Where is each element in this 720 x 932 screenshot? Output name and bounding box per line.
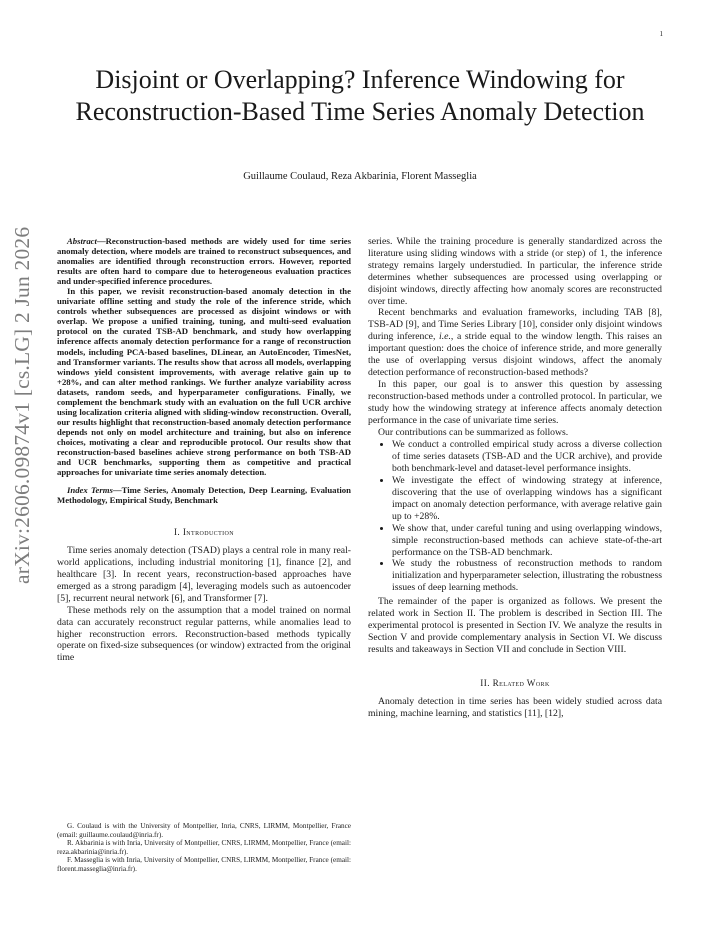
section-heading-related-work [368,678,662,688]
list-item: • We conduct a controlled empirical study across a diverse collection of time series datasets (TSB-AD and the UCR archive), and provide both benchmark-level and dataset-level performance insights. [392,439,662,475]
intro-paragraph-3 [368,307,662,378]
related-paragraph-1: Anomaly detection in time series has been widely studied across data mining, machine learning, and statistics [11], [12], [368,695,662,719]
section-heading-introduction [57,527,351,537]
right-column [368,236,662,720]
footnote: R. Akbarinia is with Inria, University of Montpellier, CNRS, LIRMM, Montpellier, France (email: reza.akbarinia@inria.fr). [57,839,351,856]
paper-authors: Guillaume Coulaud, Reza Akbarinia, Florent Masseglia [243,171,477,182]
abstract [57,236,351,505]
ie-abbrev: i.e. [439,331,451,343]
list-item: • We show that, under careful tuning and using overlapping windows, simple reconstruction-based methods can achieve state-of-the-art performance on the TSB-AD benchmark. [392,523,662,559]
intro-paragraph-3-text: Recent benchmarks and evaluation frameworks, including TAB [8], TSB-AD [9], and Time Series Library [10], consider only disjoint windows during inference, [368,307,662,343]
footnote: F. Masseglia is with Inria, University of Montpellier, CNRS, LIRMM, Montpellier, France (email: florent.masseglia@inria.fr). [57,856,351,873]
index-terms-label: Index Terms [67,485,113,496]
index-terms-text: Time Series, Anomaly Detection, Deep Learning, Evaluation Methodology, Empirical Study, Benchmark [57,485,351,506]
intro-paragraph-2-cont: series. While the training procedure is generally standardized across the literature using sliding windows with a stride (or step) of 1, the inference strategy remains largely understudied. In particular, the inference stride determines whether subsequences are processed using overlapping or disjoint windows, directly affecting how anomaly scores are reconstructed over time. [368,236,662,307]
list-item: • We study the robustness of reconstruction methods to random initialization and hyperparameter selection, illustrating the robustness issues of deep learning methods. [392,558,662,594]
abstract-paragraph-1: Abstract—Reconstruction-based methods are widely used for time series anomaly detection, where models are trained to reconstruct subsequences, and anomalies are identified through reconstruction errors. However, reported results are often hard to compare due to heterogeneous evaluation practices and under-specified inference procedures. [57,236,351,287]
abstract-paragraph-2: In this paper, we revisit reconstruction-based anomaly detection in the univariate offline setting and study the role of the inference stride, which controls whether subsequences are processed as disjoint windows or with overlap. We propose a unified training, tuning, and multi-seed evaluation protocol on the curated TSB-AD benchmark, and study how overlapping inference affects anomaly detection performance for a range of reconstruction models, including PCA-based baselines, DLinear, an AutoEncoder, TimesNet, and Transformer variants. The results show that across all models, overlapping windows yield consistent improvements, with average relative gain up to +28%, and can alter method rankings. We further analyze variability across datasets, random seeds, and hyperparameter configurations. Finally, we complement the benchmark study with an evaluation on the full UCR archive using localization criteria aligned with sliding-window reconstruction. Overall, our results highlight that reconstruction-based anomaly detection performance depends not only on model architecture and training, but also on inference choices, motivating a clear and reproducible protocol. Our results show that reconstruction-based baselines achieve strong performance on both TSB-AD and UCR benchmarks, supporting them as competitive and practical approaches for univariate time series anomaly detection. [57,286,351,478]
intro-left [57,527,351,664]
intro-paragraph-5: Our contributions can be summarized as follows. [378,426,569,438]
intro-paragraph-3-rest: , a stride equal to the window length. This raises an important question: does the choice of inference stride, and more generally the use of overlapping versus disjoint windows, affect the anomaly detection performance of reconstruction-based methods? [368,331,663,378]
section-title: Related Work [492,677,550,688]
footnotes [57,822,351,874]
abstract-text-1: Reconstruction-based methods are widely used for time series anomaly detection, where models are trained to reconstruct subsequences, and anomalies are identified through reconstruction errors. However, reported results are often hard to compare due to heterogeneous evaluation practices and under-specified inference procedures. [57,236,351,287]
paper-title: Disjoint or Overlapping? Inference Windowing for Reconstruction-Based Time Series Anomaly Detection [75,65,645,126]
list-item: • We investigate the effect of windowing strategy at inference, discovering that the use of overlapping windows has a significant impact on anomaly detection performance, with average relative gain up to +28%. [392,475,662,523]
left-column [57,236,351,664]
intro-paragraph-6: The remainder of the paper is organized as follows. We present the related work in Section II. The problem is described in Section III. The experimental protocol is presented in Section IV. We analyze the results in Section V and provide complementary analysis in Section VI. We discuss results and takeaways in Section VII and conclude in Section VIII. [368,596,662,655]
section-title: Introduction [182,527,235,538]
section-number: I. [173,527,181,538]
intro-paragraph-4: In this paper, our goal is to answer this question by assessing reconstruction-based methods under a controlled protocol. In particular, we study how the windowing strategy at inference affects anomaly detection performance in the case of univariate time series. [368,378,662,426]
abstract-label: Abstract [67,236,97,246]
intro-paragraph-2-start: These methods rely on the assumption that a model trained on normal data can accurately reconstruct regular patterns, while anomalies lead to higher reconstruction errors. Reconstruction-based methods typically operate on fixed-size subsequences (or window) extracted from the original time [57,604,351,664]
intro-paragraph-1: Time series anomaly detection (TSAD) plays a central role in many real-world applications, including industrial monitoring [1], finance [2], and healthcare [3]. In recent years, reconstruction-based approaches have emerged as a strong paradigm [4], leveraging models such as autoencoder [5], recurrent neural network [6], and Transformer [7]. [57,545,351,604]
section-number: II. [480,677,490,688]
arxiv-stamp: arXiv:2606.09874v1 [cs.LG] 2 Jun 2026 [10,226,34,584]
footnote: G. Coulaud is with the University of Montpellier, Inria, CNRS, LIRMM, Montpellier, France (email: guillaume.coulaud@inria.fr). [57,822,351,839]
index-terms: Index Terms—Time Series, Anomaly Detection, Deep Learning, Evaluation Methodology, Empirical Study, Benchmark [57,485,351,506]
contributions-list [368,439,662,594]
page-number: 1 [659,30,663,38]
